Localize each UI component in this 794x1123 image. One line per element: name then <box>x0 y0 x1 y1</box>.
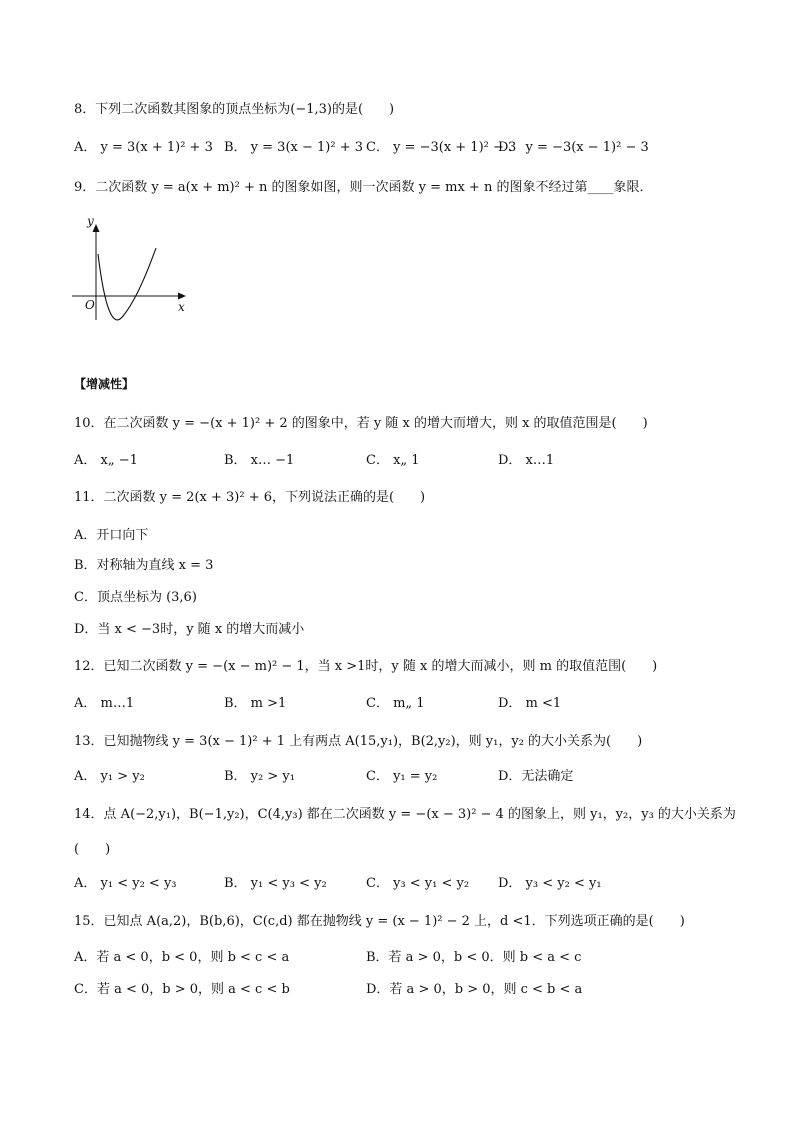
q11-option-b: B．对称轴为直线 x = 3 <box>74 558 214 573</box>
question-9-stem: 9．二次函数 y = a(x + m)² + n 的图象如图，则一次函数 y = mx + n 的图象不经过第____象限． <box>74 180 653 195</box>
q14-option-b: B． y₁ < y₃ < y₂ <box>224 876 327 891</box>
question-15-stem: 15．已知点 A(a,2)，B(b,6)，C(c,d) 都在抛物线 y = (x − 1)² − 2 上，d <1．下列选项正确的是( ) <box>74 914 685 929</box>
q13-option-a: A． y₁ > y₂ <box>74 769 145 784</box>
q8-option-a: A． y = 3(x + 1)² + 3 <box>74 140 213 155</box>
q12-option-c: C． m„ 1 <box>366 696 425 711</box>
question-13-stem: 13．已知抛物线 y = 3(x − 1)² + 1 上有两点 A(15,y₁)，B(2,y₂)，则 y₁，y₂ 的大小关系为( ) <box>74 734 643 749</box>
origin-label: O <box>85 298 95 312</box>
x-axis-label: x <box>178 300 185 314</box>
q14-option-c: C． y₃ < y₁ < y₂ <box>366 876 470 891</box>
q10-option-d: D． x…1 <box>498 453 555 468</box>
question-14-blank: ( ) <box>74 842 111 857</box>
q14-option-a: A． y₁ < y₂ < y₃ <box>74 876 177 891</box>
question-12-stem: 12．已知二次函数 y = −(x − m)² − 1，当 x >1时，y 随 x 的增大而减小，则 m 的取值范围( ) <box>74 659 658 674</box>
q11-option-d: D．当 x < −3时，y 随 x 的增大而减小 <box>74 622 305 637</box>
q12-option-d: D． m <1 <box>498 696 562 711</box>
y-axis-label: y <box>87 214 94 228</box>
q8-option-c: C． y = −3(x + 1)² − 3 <box>366 140 517 155</box>
x-axis-arrow <box>178 293 186 300</box>
q10-option-c: C． x„ 1 <box>366 453 420 468</box>
q8-option-b: B． y = 3(x − 1)² + 3 <box>224 140 364 155</box>
question-10-stem: 10．在二次函数 y = −(x + 1)² + 2 的图象中，若 y 随 x 的增大而增大，则 x 的取值范围是( ) <box>74 416 648 431</box>
parabola-graph <box>66 212 192 322</box>
parabola-curve <box>98 248 156 320</box>
q15-option-d: D．若 a > 0，b > 0，则 c < b < a <box>366 982 583 997</box>
question-14-stem: 14．点 A(−2,y₁)，B(−1,y₂)，C(4,y₃) 都在二次函数 y = −(x − 3)² − 4 的图象上，则 y₁，y₂，y₃ 的大小关系为 <box>74 807 736 822</box>
q11-option-c: C．顶点坐标为 (3,6) <box>74 590 197 605</box>
q13-option-d: D．无法确定 <box>498 769 574 784</box>
q12-option-b: B． m >1 <box>224 696 287 711</box>
q13-option-c: C． y₁ = y₂ <box>366 769 438 784</box>
q10-option-b: B． x… −1 <box>224 453 295 468</box>
parabola-graph-svg <box>66 212 192 322</box>
q15-option-a: A．若 a < 0，b < 0，则 b < c < a <box>74 950 290 965</box>
q11-option-a: A．开口向下 <box>74 528 149 543</box>
q10-option-a: A． x„ −1 <box>74 453 138 468</box>
section-title: 【增减性】 <box>74 377 135 391</box>
question-11-stem: 11．二次函数 y = 2(x + 3)² + 6，下列说法正确的是( ) <box>74 490 426 505</box>
q15-option-b: B．若 a > 0，b < 0．则 b < a < c <box>366 950 582 965</box>
q8-option-d: D． y = −3(x − 1)² − 3 <box>498 140 649 155</box>
q14-option-d: D． y₃ < y₂ < y₁ <box>498 876 602 891</box>
q12-option-a: A． m…1 <box>74 696 135 711</box>
q13-option-b: B． y₂ > y₁ <box>224 769 295 784</box>
q15-option-c: C．若 a < 0，b > 0，则 a < c < b <box>74 982 290 997</box>
question-8-stem: 8．下列二次函数其图象的顶点坐标为(−1,3)的是( ) <box>74 102 395 117</box>
